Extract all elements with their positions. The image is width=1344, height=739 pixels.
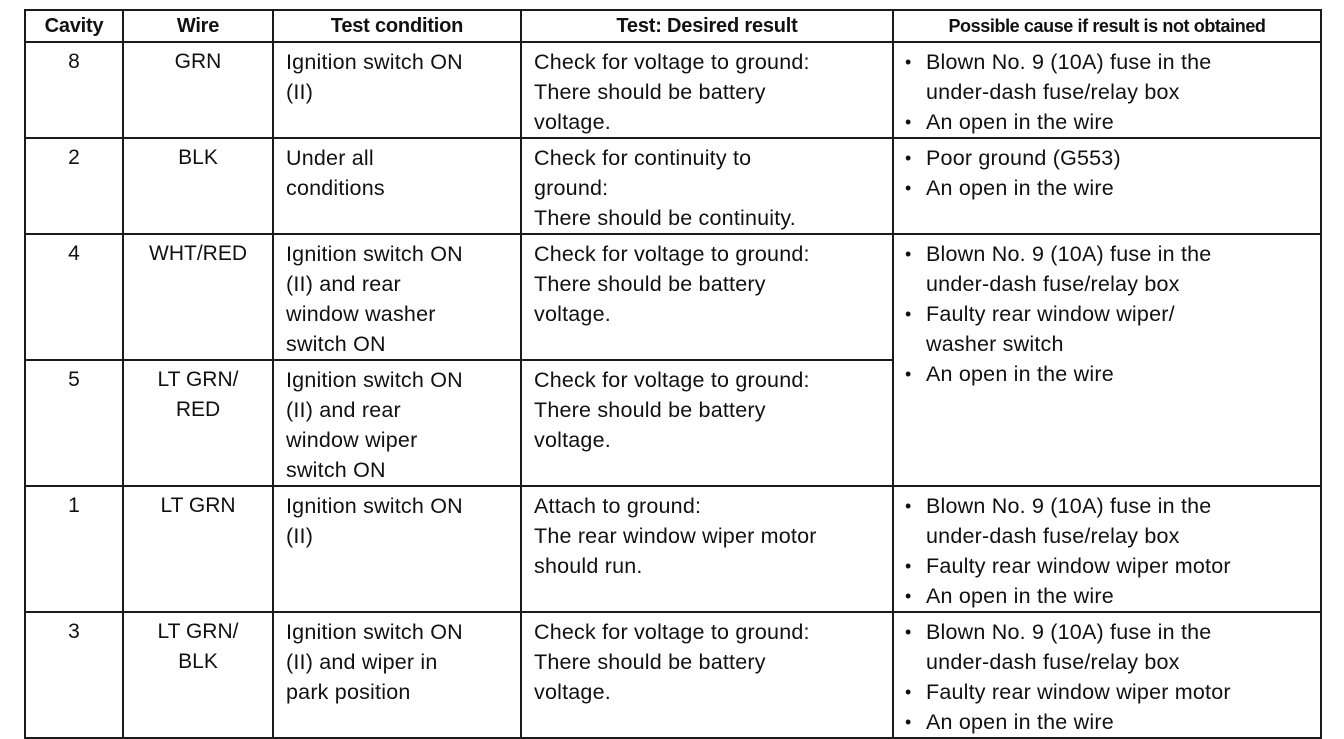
result-line: There should be battery	[534, 80, 766, 104]
test-condition-cell	[273, 234, 521, 360]
wire-line: LT GRN/	[157, 368, 239, 391]
result-line: There should be battery	[534, 650, 766, 674]
cause-line: • Poor ground (G553)	[926, 146, 1121, 170]
cause-line: under-dash fuse/relay box	[926, 80, 1180, 104]
condition-line: Ignition switch ON	[286, 50, 463, 74]
cavity-cell: 4	[25, 234, 123, 360]
table-row	[25, 612, 1321, 738]
condition-line: window washer	[286, 302, 436, 326]
table-body	[25, 42, 1321, 738]
header-cavity: Cavity	[25, 10, 123, 42]
condition-line: Ignition switch ON	[286, 494, 463, 518]
possible-cause-cell	[893, 42, 1321, 138]
header-desired-result: Test: Desired result	[521, 10, 893, 42]
wire-cell	[123, 42, 273, 138]
result-line: Check for voltage to ground:	[534, 50, 810, 74]
connector-test-table	[24, 9, 1322, 739]
result-line: There should be battery	[534, 398, 766, 422]
cause-item	[902, 143, 1314, 173]
possible-cause-cell	[893, 612, 1321, 738]
test-condition-cell	[273, 360, 521, 486]
table-header	[25, 10, 1321, 42]
wire-cell	[123, 360, 273, 486]
cavity-cell: 2	[25, 138, 123, 234]
condition-line: (II) and wiper in	[286, 650, 438, 674]
result-line: ground:	[534, 176, 609, 200]
wire-line: BLK	[178, 650, 218, 673]
condition-line: switch ON	[286, 458, 386, 482]
cause-line: under-dash fuse/relay box	[926, 524, 1180, 548]
result-line: voltage.	[534, 680, 611, 704]
possible-cause-cell	[893, 486, 1321, 612]
cause-item	[902, 551, 1314, 581]
cause-list	[902, 239, 1314, 389]
desired-result-cell	[521, 138, 893, 234]
result-line: Check for voltage to ground:	[534, 368, 810, 392]
cause-item	[902, 47, 1314, 107]
wire-line: LT GRN	[160, 494, 236, 517]
cause-line: • Blown No. 9 (10A) fuse in the	[926, 494, 1212, 518]
condition-line: Ignition switch ON	[286, 368, 463, 392]
result-line: Check for voltage to ground:	[534, 242, 810, 266]
condition-line: (II)	[286, 80, 314, 104]
condition-line: Under all	[286, 146, 374, 170]
condition-line: park position	[286, 680, 411, 704]
result-line: There should be battery	[534, 272, 766, 296]
cause-item	[902, 239, 1314, 299]
table-row	[25, 234, 1321, 360]
cavity-cell: 1	[25, 486, 123, 612]
cause-line: • Faulty rear window wiper motor	[926, 554, 1231, 578]
desired-result-cell	[521, 612, 893, 738]
test-condition-cell	[273, 486, 521, 612]
possible-cause-cell	[893, 234, 1321, 486]
header-test-condition: Test condition	[273, 10, 521, 42]
cause-line: under-dash fuse/relay box	[926, 650, 1180, 674]
result-line: voltage.	[534, 302, 611, 326]
result-line: The rear window wiper motor	[534, 524, 817, 548]
desired-result-cell	[521, 360, 893, 486]
cavity-cell: 3	[25, 612, 123, 738]
table-row	[25, 42, 1321, 138]
desired-result-cell	[521, 234, 893, 360]
header-wire: Wire	[123, 10, 273, 42]
condition-line: (II) and rear	[286, 272, 401, 296]
cause-line: • An open in the wire	[926, 362, 1114, 386]
cause-list	[902, 491, 1314, 611]
cause-item	[902, 359, 1314, 389]
cavity-cell: 5	[25, 360, 123, 486]
result-line: Check for continuity to	[534, 146, 752, 170]
header-possible-cause: Possible cause if result is not obtained	[893, 10, 1321, 42]
result-line: Attach to ground:	[534, 494, 702, 518]
cause-item	[902, 491, 1314, 551]
header-row	[25, 10, 1321, 42]
test-condition-cell	[273, 138, 521, 234]
condition-line: conditions	[286, 176, 385, 200]
cause-list	[902, 617, 1314, 737]
desired-result-cell	[521, 486, 893, 612]
cause-item	[902, 581, 1314, 611]
condition-line: (II) and rear	[286, 398, 401, 422]
cause-line: • An open in the wire	[926, 110, 1114, 134]
wire-cell	[123, 486, 273, 612]
wire-line: GRN	[174, 50, 222, 73]
wire-cell	[123, 138, 273, 234]
cause-list	[902, 47, 1314, 137]
cause-line: • Faulty rear window wiper/	[926, 302, 1175, 326]
result-line: Check for voltage to ground:	[534, 620, 810, 644]
cause-line: • An open in the wire	[926, 176, 1114, 200]
table-row	[25, 486, 1321, 612]
cause-line: • Faulty rear window wiper motor	[926, 680, 1231, 704]
cause-line: • An open in the wire	[926, 584, 1114, 608]
result-line: There should be continuity.	[534, 206, 796, 230]
cause-line: • Blown No. 9 (10A) fuse in the	[926, 242, 1212, 266]
cause-line: washer switch	[926, 332, 1064, 356]
condition-line: (II)	[286, 524, 314, 548]
condition-line: switch ON	[286, 332, 386, 356]
test-condition-cell	[273, 42, 521, 138]
wire-cell	[123, 234, 273, 360]
result-line: voltage.	[534, 110, 611, 134]
cause-line: • An open in the wire	[926, 710, 1114, 734]
table-row	[25, 138, 1321, 234]
condition-line: Ignition switch ON	[286, 242, 463, 266]
desired-result-cell	[521, 42, 893, 138]
cause-item	[902, 617, 1314, 677]
cause-line: • Blown No. 9 (10A) fuse in the	[926, 50, 1212, 74]
wire-cell	[123, 612, 273, 738]
cause-list	[902, 143, 1314, 203]
wire-line: RED	[175, 398, 221, 421]
result-line: voltage.	[534, 428, 611, 452]
wire-line: WHT/RED	[149, 242, 247, 265]
cause-item	[902, 173, 1314, 203]
wire-line: BLK	[178, 146, 218, 169]
test-condition-cell	[273, 612, 521, 738]
cause-item	[902, 299, 1314, 359]
cause-item	[902, 107, 1314, 137]
result-line: should run.	[534, 554, 643, 578]
cause-line: under-dash fuse/relay box	[926, 272, 1180, 296]
condition-line: Ignition switch ON	[286, 620, 463, 644]
cavity-cell: 8	[25, 42, 123, 138]
wire-line: LT GRN/	[157, 620, 239, 643]
cause-item	[902, 707, 1314, 737]
condition-line: window wiper	[286, 428, 418, 452]
possible-cause-cell	[893, 138, 1321, 234]
cause-item	[902, 677, 1314, 707]
cause-line: • Blown No. 9 (10A) fuse in the	[926, 620, 1212, 644]
